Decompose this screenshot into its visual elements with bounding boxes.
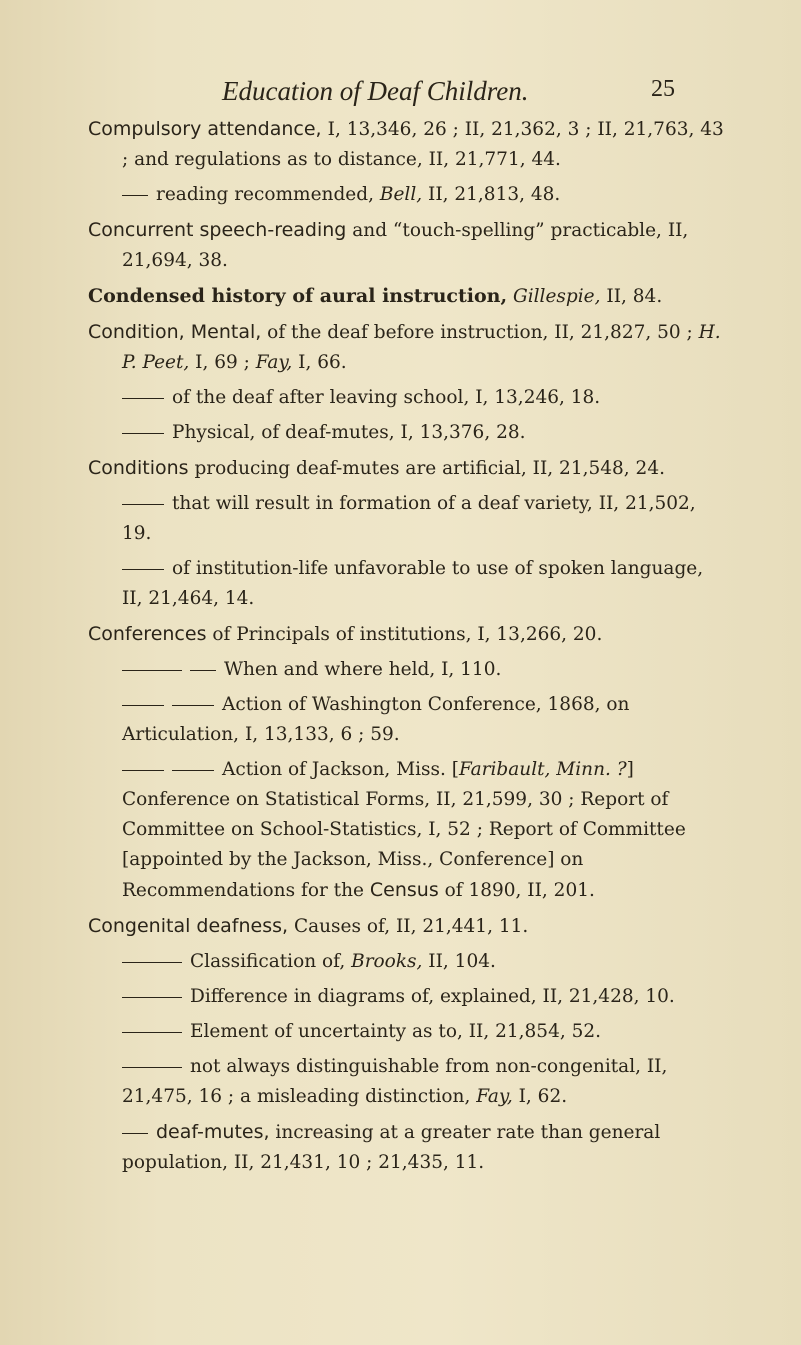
index-subentry [88,755,728,906]
ditto-dash [122,195,148,196]
entry-text: I, 62. [512,1086,568,1107]
ditto-dash [122,770,164,771]
index-entry [88,619,728,650]
entry-text: of the deaf before instruction, II, 21,827, 50 ; [261,322,699,343]
index-subentry [88,418,728,448]
entry-text: Difference in diagrams of, explained, II, 21,428, 10. [190,986,675,1007]
entry-text: Action of Jackson, Miss. [ [222,759,460,780]
entry-text: I, 69 ; [189,352,256,373]
running-title: Education of Deaf Children. [222,76,529,106]
entry-text: Classification of, [190,951,352,972]
index-subentry [88,982,728,1012]
index-subentry [88,690,728,750]
index-subentry [88,1117,728,1178]
ditto-dash [122,398,164,399]
entry-text: of institution-life unfavorable to use of spoken language, II, 21,464, 14. [122,558,704,609]
entry-heading: deaf-mutes, [156,1121,270,1143]
page-header [0,76,801,106]
ditto-dash [122,569,164,570]
index-entry [88,281,728,312]
entry-heading: Conditions [88,457,189,479]
index-subentry [88,1017,728,1047]
entry-heading: Conferences [88,623,207,645]
entry-text: Causes of, II, 21,441, 11. [288,916,529,937]
author-citation: Brooks, [351,951,423,972]
entry-text: not always distinguishable from non-congenital, II, 21,475, 16 ; a misleading distinction, [122,1056,668,1107]
ditto-dash [122,1067,182,1068]
entry-text: of Principals of institutions, I, 13,266, 20. [206,624,603,645]
index-subentry [88,1052,728,1112]
ditto-dash [122,670,182,671]
index-subentry [88,554,728,614]
author-citation: Faribault, Minn. ? [459,759,627,780]
entry-text: that will result in formation of a deaf variety, II, 21,502, 19. [122,493,696,544]
entry-text-emphasis: Census [369,879,439,901]
ditto-dash [122,504,164,505]
ditto-dash [122,1133,148,1134]
entry-heading: Congenital deafness, [88,915,289,937]
entry-text: ] Conference on Statistical Forms, II, 21,599, 30 ; Report of Committee on School-Statistics, I, 52 ; Report of Committee [appointed by the Jackson, Miss., Conference] on Recommendations for the [122,759,686,901]
author-citation: Fay, [255,352,293,373]
index-subentry [88,655,728,685]
author-citation: Fay, [476,1086,513,1107]
entry-heading: Compulsory attendance, [88,118,328,140]
entry-text: II, 21,813, 48. [422,184,561,205]
index-entry [88,317,728,378]
index-subentry [88,489,728,549]
ditto-dash [122,962,182,963]
entry-text: of 1890, II, 201. [438,880,595,901]
entry-text: I, 13,346, 26 ; II, 21,362, 3 ; II, 21,763, 43 ; and regulations as to distance, II, 21,771, 44. [122,119,724,170]
index-entry [88,911,728,942]
entry-text: Action of Washington Conference, 1868, on Articulation, I, 13,133, 6 ; 59. [122,694,630,745]
entry-text: I, 66. [292,352,347,373]
author-citation: Bell, [379,184,423,205]
ditto-dash [190,670,216,671]
ditto-dash [122,997,182,998]
index-list [88,114,728,1183]
index-subentry [88,180,728,210]
index-entry [88,114,728,175]
entry-heading: Condition, Mental, [88,321,262,343]
entry-text: increasing at a greater rate than general population, II, 21,431, 10 ; 21,435, 11. [122,1122,661,1173]
index-entry [88,453,728,484]
entry-text: and “touch-spelling” practicable, II, 21,694, 38. [122,220,689,271]
entry-text: producing deaf-mutes are artificial, II, 21,548, 24. [188,458,665,479]
entry-text: II, 84. [600,286,663,307]
author-citation: H. P. Peet, [122,322,721,373]
index-subentry [88,947,728,977]
entry-heading: Condensed history of aural instruction, [88,285,508,307]
entry-text: reading recommended, [156,184,380,205]
entry-text: II, 104. [422,951,496,972]
entry-heading: Concurrent speech-reading [88,219,347,241]
entry-text: Physical, of deaf-mutes, I, 13,376, 28. [172,422,526,443]
page-number: 25 [651,76,675,102]
ditto-dash [122,433,164,434]
entry-text: of the deaf after leaving school, I, 13,246, 18. [172,387,601,408]
ditto-dash [122,705,164,706]
author-citation: Gillespie, [507,286,601,307]
ditto-dash [122,1032,182,1033]
index-entry [88,215,728,276]
index-subentry [88,383,728,413]
entry-text: When and where held, I, 110. [224,659,502,680]
ditto-dash [172,770,214,771]
ditto-dash [172,705,214,706]
entry-text: Element of uncertainty as to, II, 21,854, 52. [190,1021,602,1042]
